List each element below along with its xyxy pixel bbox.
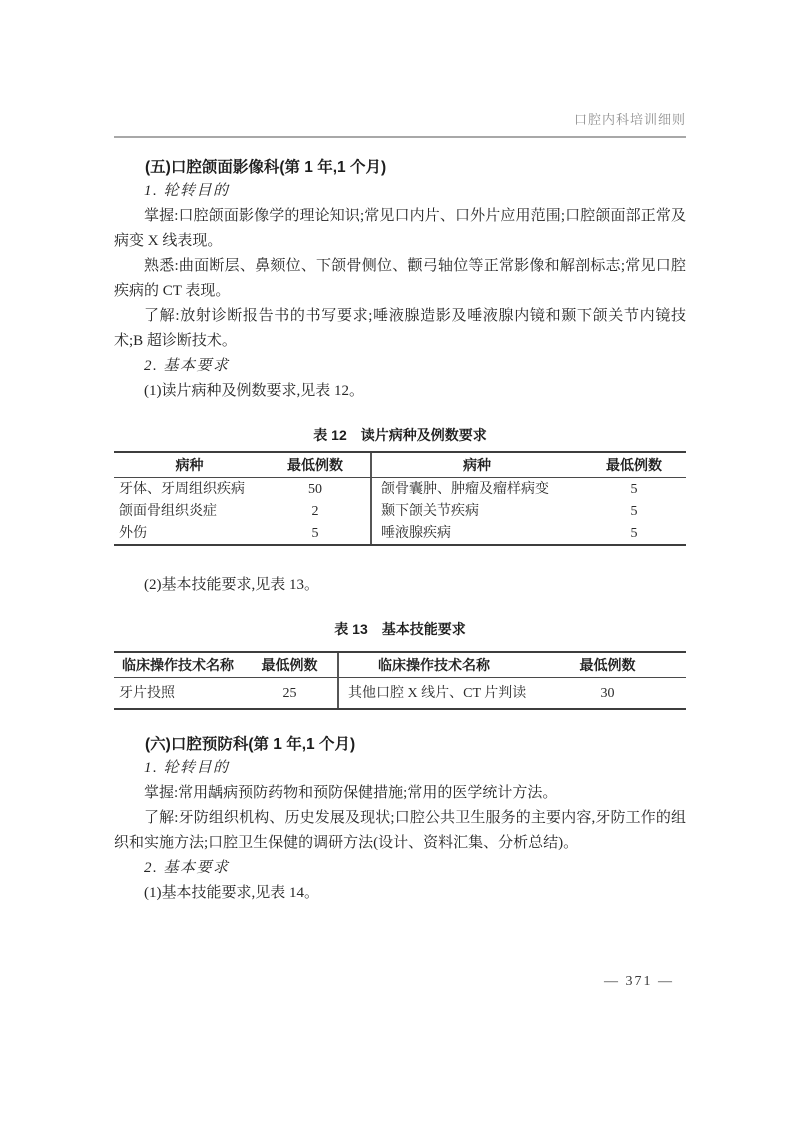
table-13-header-cell: 临床操作技术名称: [114, 653, 242, 678]
table-12-cell: 颌骨囊肿、肿瘤及瘤样病变: [370, 478, 582, 500]
table-12-cell: 50: [308, 482, 322, 497]
table-12-cell: 颞下颌关节疾病: [370, 500, 582, 522]
section-heading-imaging: (五)口腔颌面影像科(第 1 年,1 个月): [145, 159, 387, 176]
table-12-header-cell: 最低例数: [582, 453, 686, 478]
page-number: — 371 —: [604, 974, 674, 989]
table-13-caption: 表 13 基本技能要求: [334, 621, 466, 637]
section-prevention-body: [114, 756, 686, 906]
table-13-cell: 30: [600, 686, 615, 701]
running-header: 口腔内科培训细则: [573, 112, 686, 127]
section-heading-prevention: (六)口腔预防科(第 1 年,1 个月): [145, 736, 356, 753]
table-12-header-cell: 最低例数: [260, 453, 370, 478]
table-12-caption: 表 12 读片病种及例数要求: [313, 427, 487, 443]
table-12-cell: 5: [630, 504, 638, 519]
header-rule: [114, 136, 686, 138]
table-12-cell: 牙体、牙周组织疾病: [119, 482, 245, 497]
table-12-cell: 5: [630, 526, 638, 541]
paragraph-master: 掌握:常用龋病预防药物和预防保健措施;常用的医学统计方法。: [144, 785, 558, 801]
table-13-header-cell: 临床操作技术名称: [337, 653, 529, 678]
paragraph-understand: 了解:放射诊断报告书的书写要求;唾液腺造影及唾液腺内镜和颞下颌关节内镜技术;B 超诊断技术。: [114, 308, 686, 349]
basic-req-label: 2. 基本要求: [144, 358, 230, 374]
table-13-header-cell: 最低例数: [529, 653, 686, 678]
table-12-cell: 5: [311, 526, 319, 541]
req-line-1: (1)读片病种及例数要求,见表 12。: [144, 383, 364, 399]
paragraph-familiar: 熟悉:曲面断层、鼻颏位、下颌骨侧位、颧弓轴位等正常影像和解剖标志;常见口腔疾病的 CT 表现。: [114, 258, 686, 299]
table-12-cell: 2: [311, 504, 319, 519]
req-line-1: (1)基本技能要求,见表 14。: [144, 885, 319, 901]
table-13-cell: 其他口腔 X 线片、CT 片判读: [337, 678, 529, 708]
table-12-header-cell: 病种: [370, 453, 582, 478]
table-12-header-cell: 病种: [114, 453, 260, 478]
table-12: [114, 451, 686, 546]
rotation-goal-label: 1. 轮转目的: [144, 760, 230, 776]
table-12-cell: 颌面骨组织炎症: [119, 504, 217, 519]
table-12-cell: 外伤: [119, 526, 147, 541]
table-13: [114, 651, 686, 710]
rotation-goal-label: 1. 轮转目的: [144, 183, 230, 199]
table-13-cell: 牙片投照: [119, 686, 175, 701]
basic-req-label: 2. 基本要求: [144, 860, 230, 876]
table-12-cell: 5: [630, 482, 638, 497]
paragraph-understand: 了解:牙防组织机构、历史发展及现状;口腔公共卫生服务的主要内容,牙防工作的组织和实施方法;口腔卫生保健的调研方法(设计、资料汇集、分析总结)。: [114, 810, 686, 851]
section-imaging-body: [114, 179, 686, 404]
table-13-cell: 25: [282, 686, 297, 701]
table-12-cell: 唾液腺疾病: [370, 522, 582, 544]
req-line-2: (2)基本技能要求,见表 13。: [144, 577, 319, 593]
table-13-header-cell: 最低例数: [242, 653, 337, 678]
paragraph-master: 掌握:口腔颌面影像学的理论知识;常见口内片、口外片应用范围;口腔颌面部正常及病变 X 线表现。: [114, 208, 686, 249]
